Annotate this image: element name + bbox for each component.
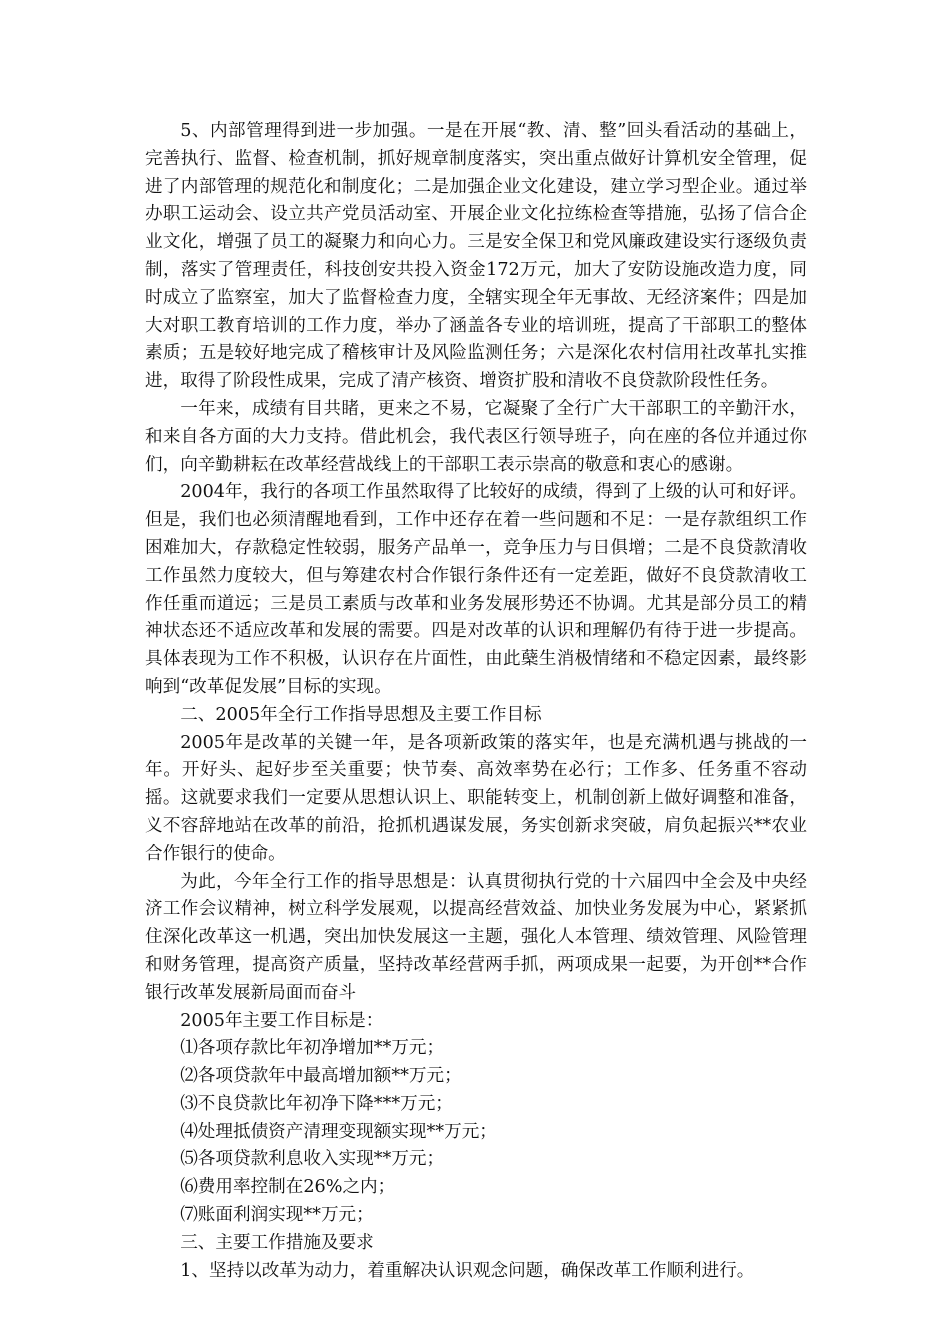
paragraph-thanks: 一年来，成绩有目共睹，更来之不易，它凝聚了全行广大干部职工的辛勤汗水，和来自各方面的大力支持。借此机会，我代表区行领导班子，向在座的各位并通过你们，向辛勤耕耘在改革经营战线上的干部职工表示崇高的敬意和衷心的感谢。: [145, 398, 807, 475]
goal-item: ⑷处理抵债资产清理变现额实现**万元；: [180, 1121, 497, 1142]
paragraph-guiding-thought: 为此，今年全行工作的指导思想是：认真贯彻执行党的十六届四中全会及中央经济工作会议精神，树立科学发展观，以提高经营效益、加快业务发展为中心，紧紧抓住深化改革这一机遇，突出加快发展这一主题，强化人本管理、绩效管理、风险管理和财务管理，提高资产质量，坚持改革经营两手抓，两项成果一起要，为开创**合作银行改革发展新局面而奋斗: [145, 871, 807, 1003]
measure-item-1: 1、坚持以改革为动力，着重解决认识观念问题，确保改革工作顺利进行。: [180, 1260, 755, 1281]
document-page: [145, 118, 807, 1285]
section-heading-2: 二、2005年全行工作指导思想及主要工作目标: [180, 704, 542, 725]
goal-item: ⑶不良贷款比年初净下降***万元；: [180, 1093, 453, 1114]
goal-item: ⑺账面利润实现**万元；: [180, 1205, 374, 1226]
goals-intro: 2005年主要工作目标是：: [180, 1010, 384, 1031]
paragraph-2005-key-year: 2005年是改革的关键一年，是各项新政策的落实年，也是充满机遇与挑战的一年。开好头、起好步至关重要；快节奏、高效率势在必行；工作多、任务重不容动摇。这就要求我们一定要从思想认识上、职能转变上，机制创新上做好调整和准备，义不容辞地站在改革的前沿，抢抓机遇谋发展，务实创新求突破，肩负起振兴**农业合作银行的使命。: [145, 732, 807, 864]
paragraph-problems-2004: 2004年，我行的各项工作虽然取得了比较好的成绩，得到了上级的认可和好评。但是，我们也必须清醒地看到，工作中还存在着一些问题和不足：一是存款组织工作困难加大，存款稳定性较弱，服务产品单一，竞争压力与日俱增；二是不良贷款清收工作虽然力度较大，但与筹建农村合作银行条件还有一定差距，做好不良贷款清收工作任重而道远；三是员工素质与改革和业务发展形势还不协调。尤其是部分员工的精神状态还不适应改革和发展的需要。四是对改革的认识和理解仍有待于进一步提高。具体表现为工作不积极，认识存在片面性，由此蘖生消极情绪和不稳定因素，最终影响到“改革促发展”目标的实现。: [145, 482, 807, 697]
section-heading-3: 三、主要工作措施及要求: [180, 1232, 374, 1253]
goal-item: ⑵各项贷款年中最高增加额**万元；: [180, 1066, 462, 1087]
paragraph-internal-management: 5、内部管理得到进一步加强。一是在开展“教、清、整”回头看活动的基础上，完善执行、监督、检查机制，抓好规章制度落实，突出重点做好计算机安全管理，促进了内部管理的规范化和制度化；二是加强企业文化建设，建立学习型企业。通过举办职工运动会、设立共产党员活动室、开展企业文化拉练检查等措施，弘扬了信合企业文化，增强了员工的凝聚力和向心力。三是安全保卫和党风廉政建设实行逐级负责制，落实了管理责任，科技创安共投入资金172万元，加大了安防设施改造力度，同时成立了监察室，加大了监督检查力度，全辖实现全年无事故、无经济案件；四是加大对职工教育培训的工作力度，举办了涵盖各专业的培训班，提高了干部职工的整体素质；五是较好地完成了稽核审计及风险监测任务；六是深化农村信用社改革扎实推进，取得了阶段性成果，完成了清产核资、增资扩股和清收不良贷款阶段性任务。: [145, 121, 807, 392]
goal-item: ⑹费用率控制在26%之内；: [180, 1177, 396, 1198]
goal-item: ⑴各项存款比年初净增加**万元；: [180, 1038, 445, 1059]
goal-item: ⑸各项贷款利息收入实现**万元；: [180, 1149, 445, 1170]
